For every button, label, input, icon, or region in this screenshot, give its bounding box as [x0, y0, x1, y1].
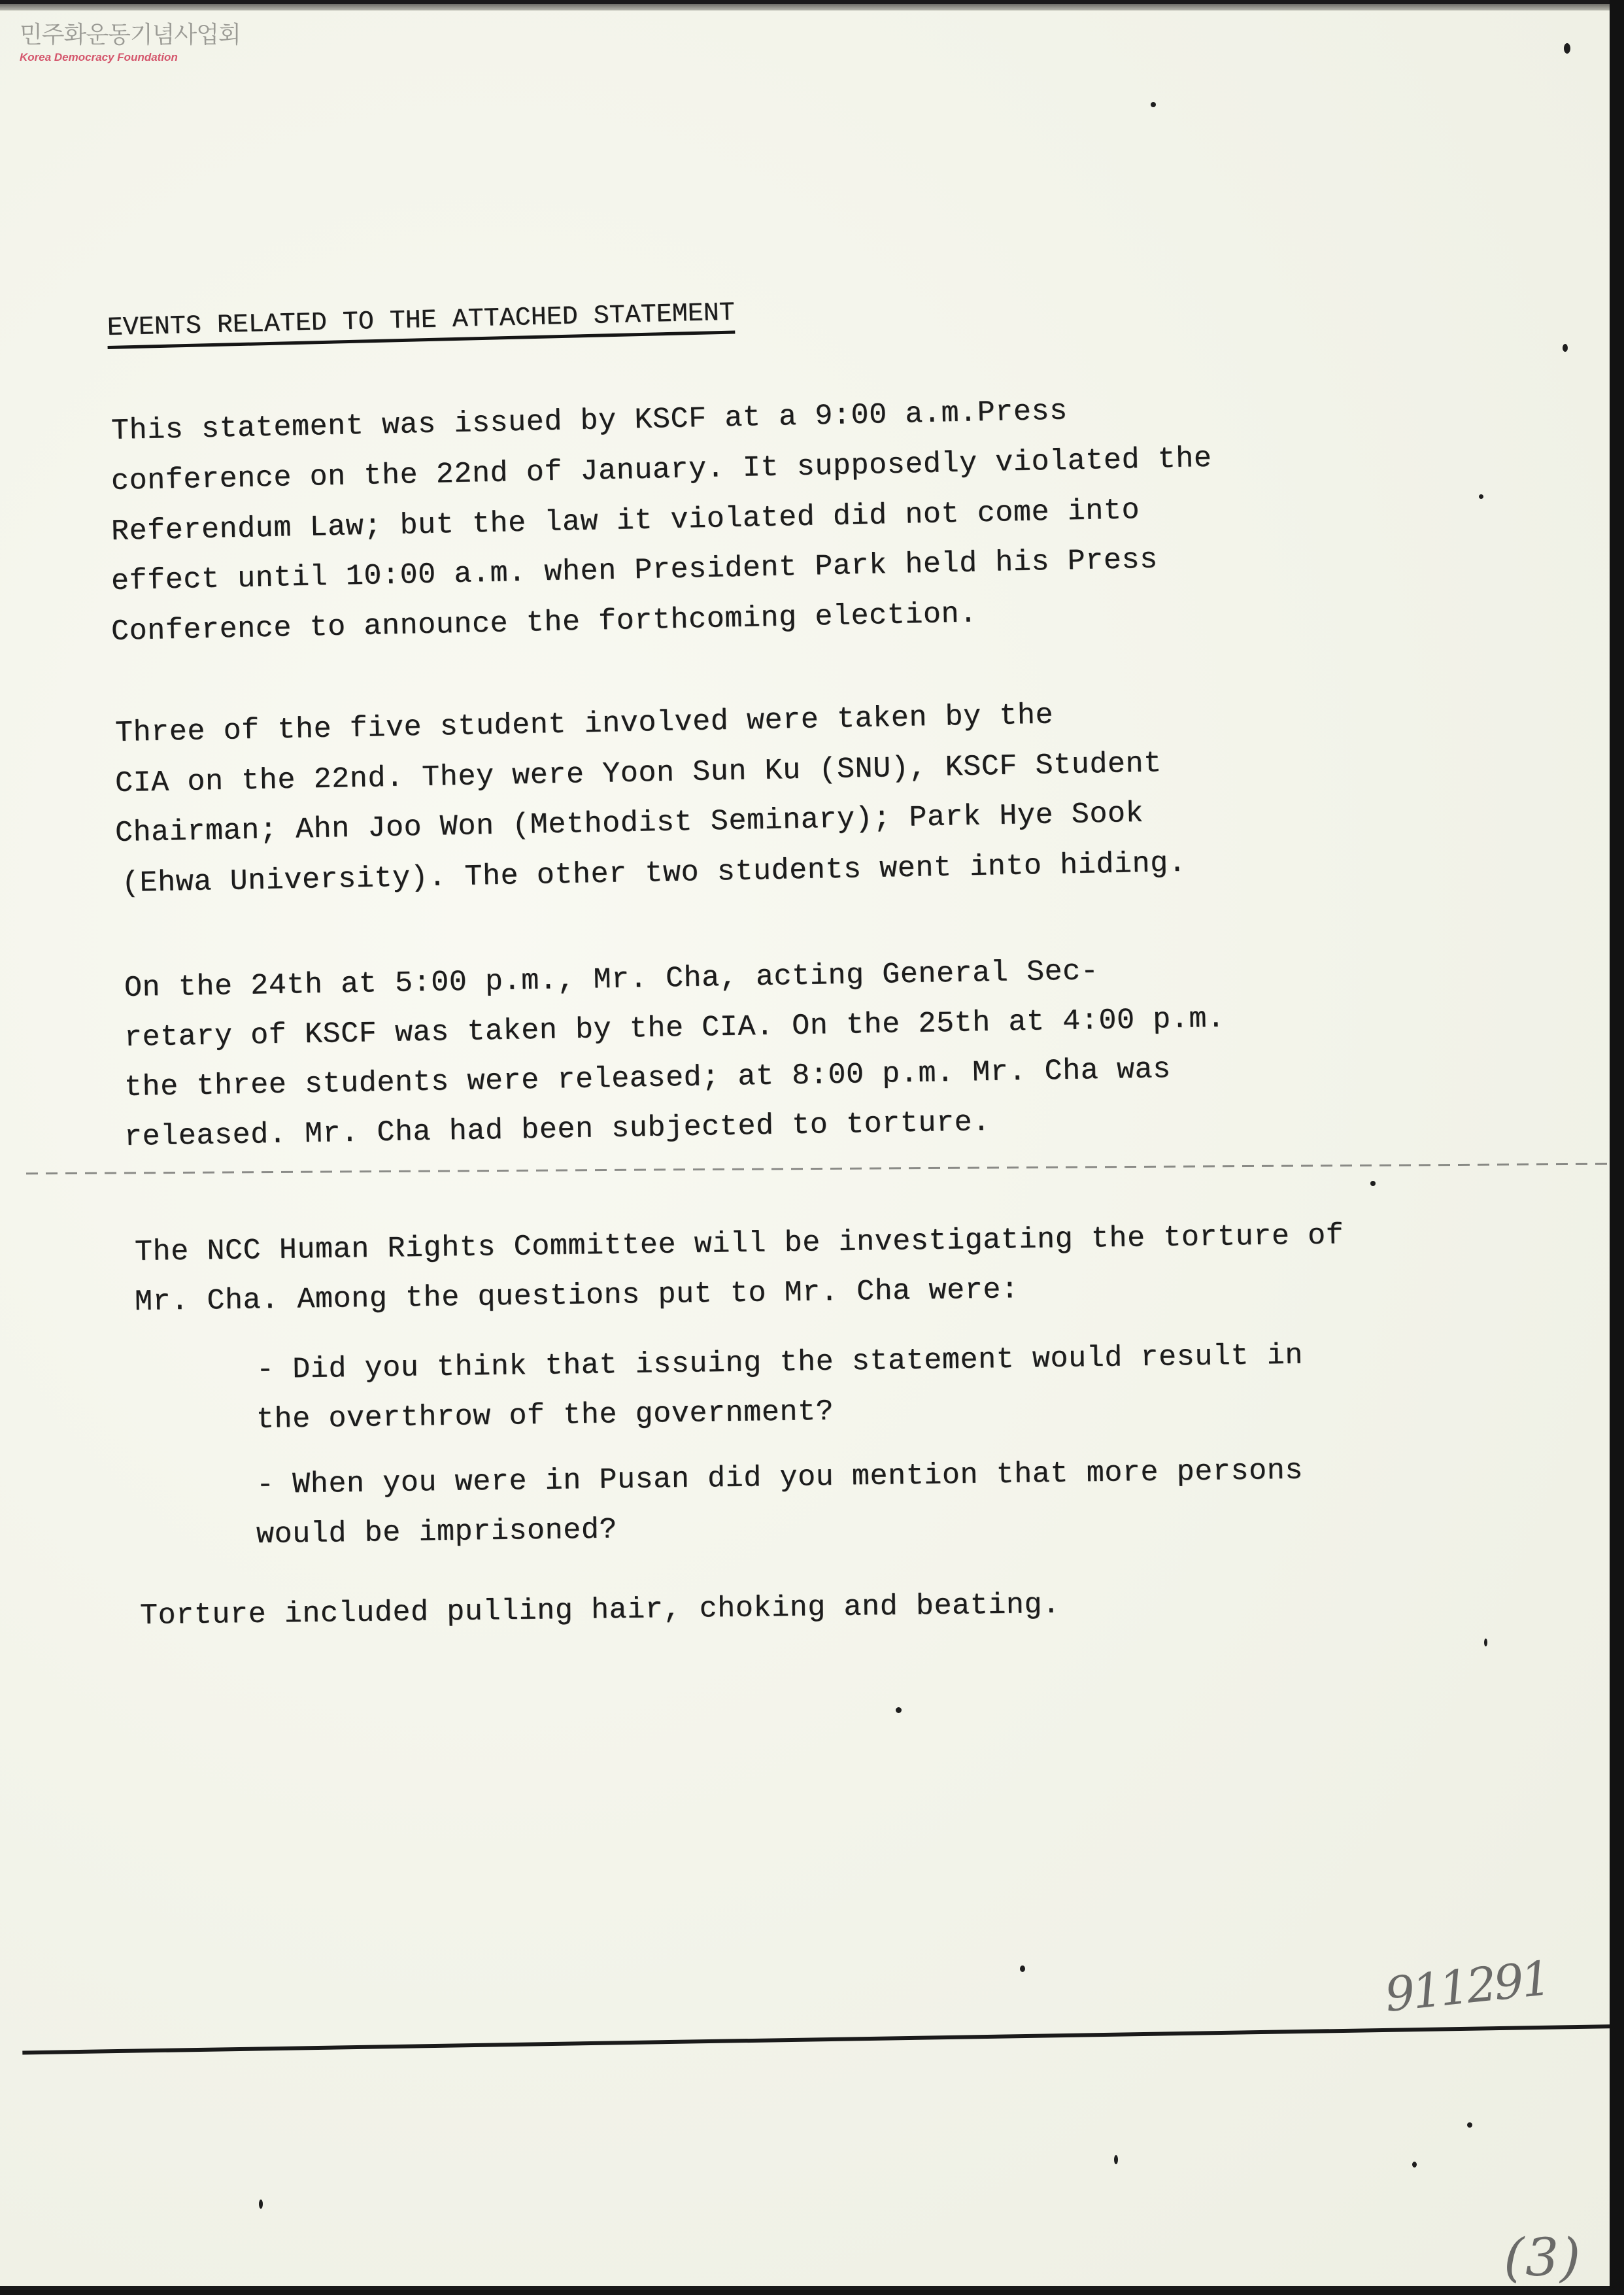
document-heading: EVENTS RELATED TO THE ATTACHED STATEMENT [107, 299, 735, 349]
paragraph3-line: On the 24th at 5:00 p.m., Mr. Cha, acting General Sec- [124, 954, 1099, 1005]
paragraph1-line: Referendum Law; but the law it violated did not come into [110, 494, 1140, 549]
scan-speck [1151, 102, 1156, 107]
scan-speck [1563, 344, 1568, 352]
paragraph2-line: (Ehwa University). The other two students went into hiding. [121, 846, 1187, 900]
page-number: (3) [1504, 2227, 1582, 2286]
scan-bottom-edge [0, 2290, 1624, 2295]
fold-line [26, 1163, 1608, 1175]
question-line: the overthrow of the government? [256, 1395, 834, 1436]
scan-speck [896, 1707, 902, 1713]
paragraph2-line: Three of the five student involved were taken by the [114, 698, 1054, 750]
paragraph1-line: Conference to announce the forthcoming election. [110, 597, 978, 649]
question-line: - Did you think that issuing the statement would result in [256, 1338, 1304, 1387]
paragraph3-line: the three students were released; at 8:00 p.m. Mr. Cha was [124, 1053, 1172, 1104]
paragraph3-line: released. Mr. Cha had been subjected to torture. [124, 1105, 991, 1154]
watermark-korean: 민주화운동기념사업회 [20, 22, 241, 48]
scan-speck [1564, 43, 1570, 54]
paragraph1-line: This statement was issued by KSCF at a 9:00 a.m.Press [110, 394, 1068, 448]
paragraph3-line: retary of KSCF was taken by the CIA. On the 25th at 4:00 p.m. [124, 1002, 1226, 1055]
closing-line: Torture included pulling hair, choking and beating. [139, 1588, 1061, 1633]
question-line: - When you were in Pusan did you mention that more persons [256, 1454, 1304, 1502]
scan-speck [1467, 2122, 1472, 2128]
archive-number: 911291 [1382, 1950, 1551, 2022]
scan-speck [1484, 1639, 1487, 1646]
scan-top-edge [0, 4, 1610, 10]
scan-speck [259, 2200, 263, 2209]
paragraph4-line: Mr. Cha. Among the questions put to Mr. Cha were: [134, 1273, 1019, 1319]
scan-speck [1412, 2162, 1417, 2168]
bottom-rule [22, 2024, 1610, 2054]
scan-speck [1479, 494, 1483, 499]
foundation-watermark [20, 22, 241, 64]
scan-right-edge [1610, 0, 1624, 2295]
paragraph2-line: CIA on the 22nd. They were Yoon Sun Ku (SNU), KSCF Student [114, 747, 1162, 800]
document-page [0, 4, 1610, 2286]
paragraph1-line: effect until 10:00 a.m. when President Park held his Press [110, 543, 1159, 598]
scan-speck [1370, 1181, 1376, 1186]
paragraph2-line: Chairman; Ahn Joo Won (Methodist Seminary); Park Hye Sook [114, 796, 1144, 850]
paragraph1-line: conference on the 22nd of January. It supposedly violated the [110, 441, 1213, 498]
question-line: would be imprisoned? [256, 1513, 618, 1552]
watermark-english: Korea Democracy Foundation [20, 51, 178, 63]
scan-speck [1114, 2155, 1118, 2164]
scan-speck [1020, 1965, 1025, 1972]
paragraph4-line: The NCC Human Rights Committee will be investigating the torture of [134, 1219, 1344, 1269]
